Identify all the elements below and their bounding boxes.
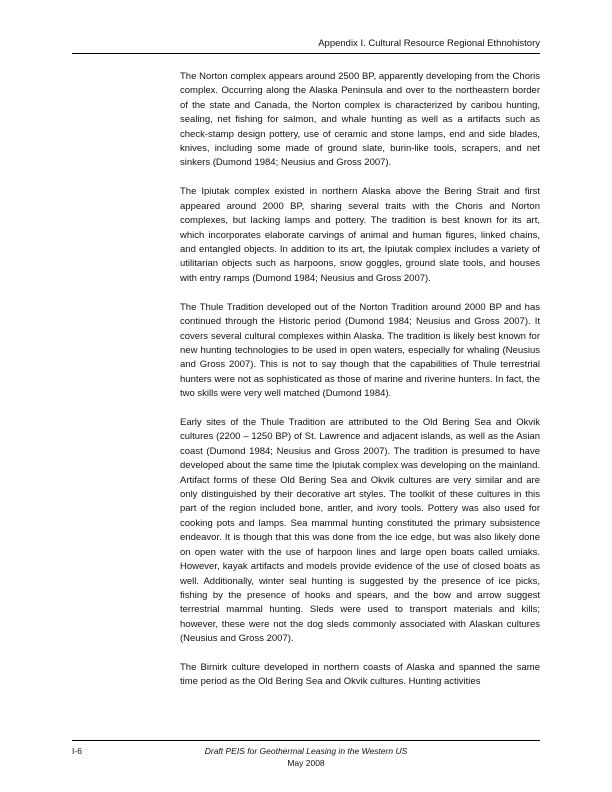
paragraph-ipiutak-complex: The Ipiutak complex existed in northern Alaska above the Bering Strait and first appeared around 2000 BP, sharing several traits with the Choris and Norton complexes, but lacking lamps and pottery. The tradition is best known for its art, which incorporates elaborate carvings of animal and human figures, linked chains, and entangled objects. In addition to its art, the Ipiutak complex includes a variety of utilitarian objects such as harpoons, snow goggles, ground slate tools, and houses with entry ramps (Dumond 1984; Neusius and Gross 2007). [180,186,540,284]
paragraph-birnirk-culture: The Birnirk culture developed in northern coasts of Alaska and spanned the same time period as the Old Bering Sea and Okvik cultures. Hunting activities [180,662,540,688]
footer-date: May 2008 [287,758,325,768]
paragraph-norton-complex: The Norton complex appears around 2500 BP, apparently developing from the Choris complex. Occurring along the Alaska Peninsula and over to the northeastern border of the state and Canada, the Norton complex is characterized by caribou hunting, sealing, net fishing for salmon, and whale hunting as well as a artifacts such as check-stamp design pottery, use of ceramic and stone lamps, end and side blades, knives, including some made of ground slate, burin-like tools, scrapers, and net sinkers (Dumond 1984; Neusius and Gross 2007). [180,71,540,169]
footer-rule [72,740,540,741]
header-rule [72,53,540,54]
paragraph-early-thule-sites: Early sites of the Thule Tradition are attributed to the Old Bering Sea and Okvik cultures (2200 – 1250 BP) of St. Lawrence and adjacent islands, as well as the Asian coast (Dumond 1984; Neusius and Gross 2007). The tradition is presumed to have developed about the same time the Ipiutak complex was developing on the mainland. Artifact forms of these Old Bering Sea and Okvik cultures are very similar and are only distinguished by their decorative art styles. The toolkit of these cultures in this part of the region included bone, antler, and ivory tools. Pottery was also used for cooking pots and lamps. Sea mammal hunting constituted the primary subsistence endeavor. It is though that this was done from the ice edge, but was also likely done on open water with the use of harpoon lines and large open boats called umiaks. However, kayak artifacts and models provide evidence of the use of closed boats as well. Additionally, winter seal hunting is suggested by the presence of ice picks, fishing by the presence of hooks and spears, and the bow and arrow suggest terrestrial mammal hunting. Sleds were used to transport materials and kills; however, these were not the dog sleds commonly associated with Alaskan cultures (Neusius and Gross 2007). [180,417,540,645]
paragraph-thule-tradition: The Thule Tradition developed out of the Norton Tradition around 2000 BP and has continued through the Historic period (Dumond 1984; Neusius and Gross 2007). It covers several cultural complexes within Alaska. The tradition is likely best known for new hunting technologies to be used in open waters, especially for whaling (Neusius and Gross 2007). This is not to say though that the capabilities of Thule terrestrial hunters were not as sophisticated as those of marine and riverine hunters. In fact, the two skills were very well matched (Dumond 1984). [180,301,540,400]
page-number: I-6 [72,746,82,756]
footer-document-title: Draft PEIS for Geothermal Leasing in the Western US [204,746,408,756]
running-header: Appendix I. Cultural Resource Regional Ethnohistory [318,38,540,49]
body-text [180,70,540,704]
